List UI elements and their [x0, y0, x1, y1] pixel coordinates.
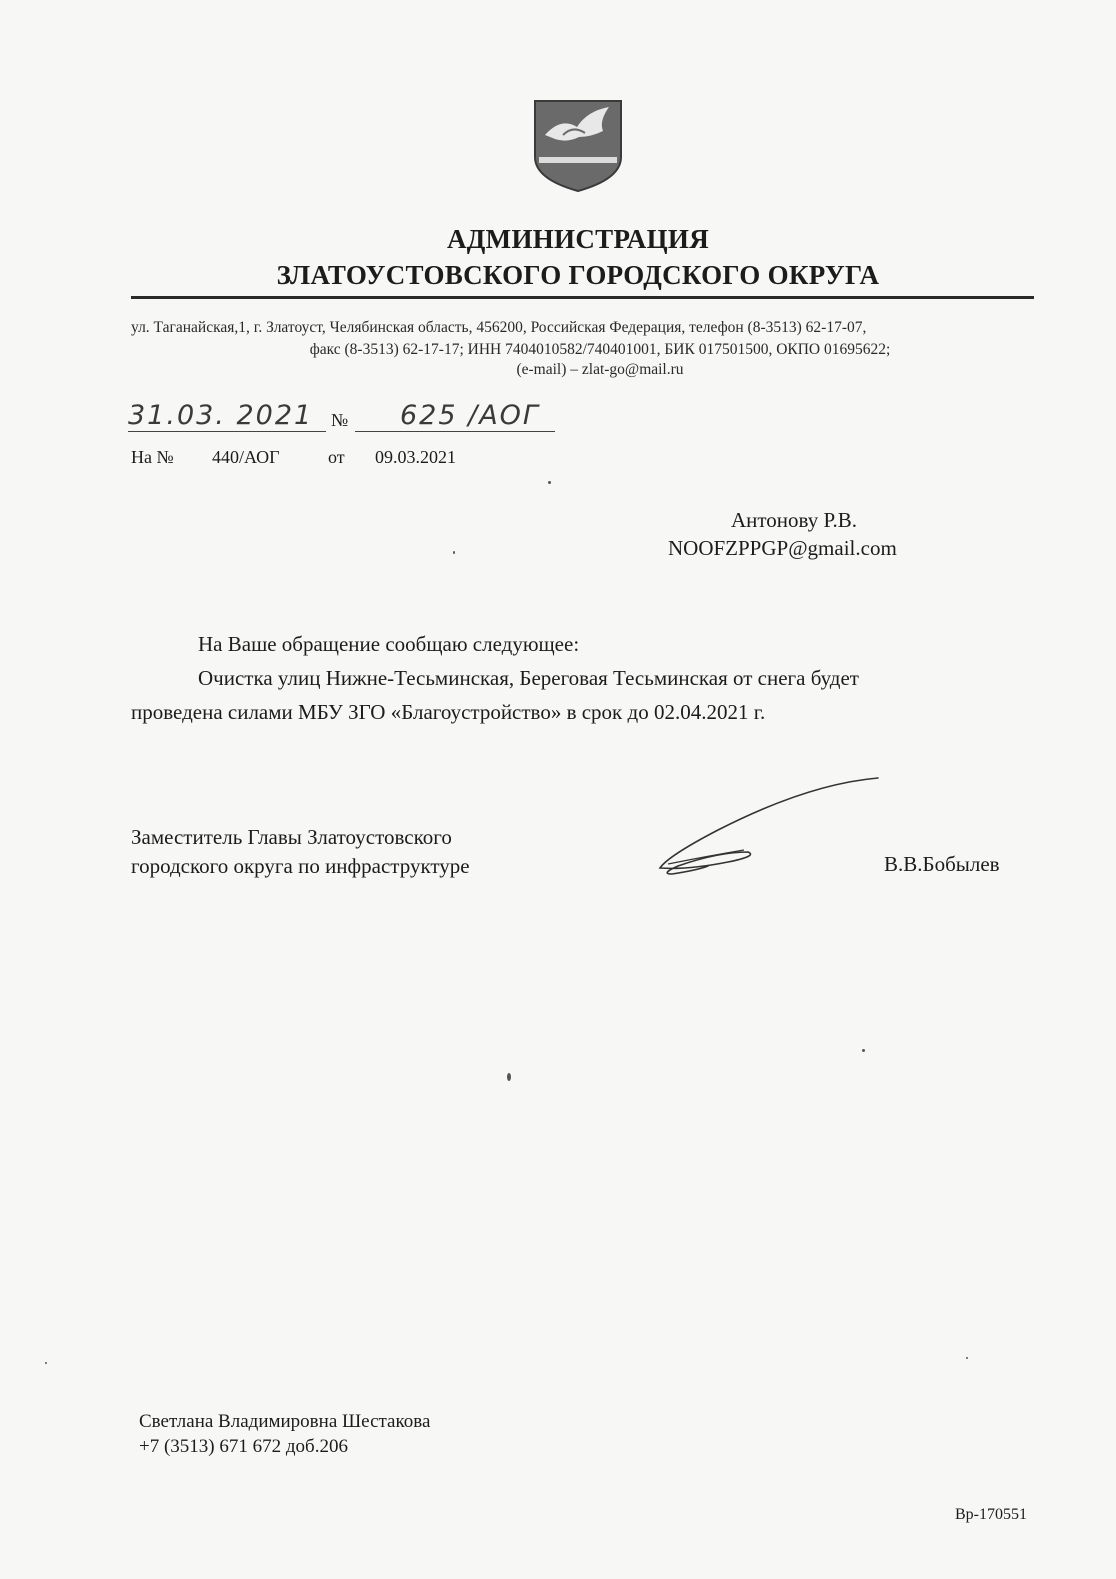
header-divider [131, 296, 1034, 299]
reference-from-label: от [328, 447, 345, 467]
org-title-line2: ЗЛАТОУСТОВСКОГО ГОРОДСКОГО ОКРУГА [276, 260, 880, 290]
address-line2: факс (8-3513) 62-17-17; ИНН 7404010582/740401001, БИК 017501500, ОКПО 01695622; [309, 341, 891, 358]
executor-name: Светлана Владимировна Шестакова [139, 1411, 431, 1432]
scan-speck [507, 1073, 511, 1081]
body-paragraph-1: На Ваше обращение сообщаю следующее: [198, 632, 580, 656]
scan-speck [453, 551, 455, 554]
scan-speck [862, 1049, 865, 1052]
document-code: Вр-170551 [955, 1506, 1027, 1523]
outgoing-date: 31.03. 2021 [128, 400, 314, 431]
reference-label: На № [131, 447, 174, 467]
body-paragraph-3: проведена силами МБУ ЗГО «Благоустройство» в срок до 02.04.2021 г. [131, 700, 766, 724]
executor-phone: +7 (3513) 671 672 доб.206 [139, 1436, 348, 1457]
number-underline [355, 431, 555, 432]
handwritten-signature [648, 770, 888, 890]
recipient-email: NOOFZPPGP@gmail.com [668, 536, 897, 560]
address-line3: (e-mail) – zlat-go@mail.ru [516, 361, 684, 378]
signatory-position-line1: Заместитель Главы Златоустовского [131, 825, 452, 849]
body-paragraph-2: Очистка улиц Нижне-Тесьминская, Береговая Тесьминская от снега будет [198, 666, 859, 690]
scan-speck [548, 481, 551, 484]
coat-of-arms-icon [533, 97, 623, 192]
org-title-line1: АДМИНИСТРАЦИЯ [446, 224, 709, 254]
signatory-name: В.В.Бобылев [884, 852, 1000, 876]
outgoing-number: 625 /АОГ [400, 400, 540, 431]
recipient-name: Антонову Р.В. [731, 508, 858, 532]
scan-speck [966, 1357, 968, 1359]
number-sign: № [331, 410, 349, 430]
address-line1: ул. Таганайская,1, г. Златоуст, Челябинская область, 456200, Российская Федерация, телефон (8-3513) 62-17-07, [131, 319, 867, 336]
date-underline [128, 431, 326, 432]
scan-speck [45, 1362, 47, 1364]
signatory-position-line2: городского округа по инфраструктуре [131, 854, 470, 878]
executor-block [139, 1409, 430, 1459]
signatory-position [131, 823, 470, 881]
reference-number: 440/АОГ [212, 447, 280, 467]
reference-date: 09.03.2021 [375, 447, 456, 467]
